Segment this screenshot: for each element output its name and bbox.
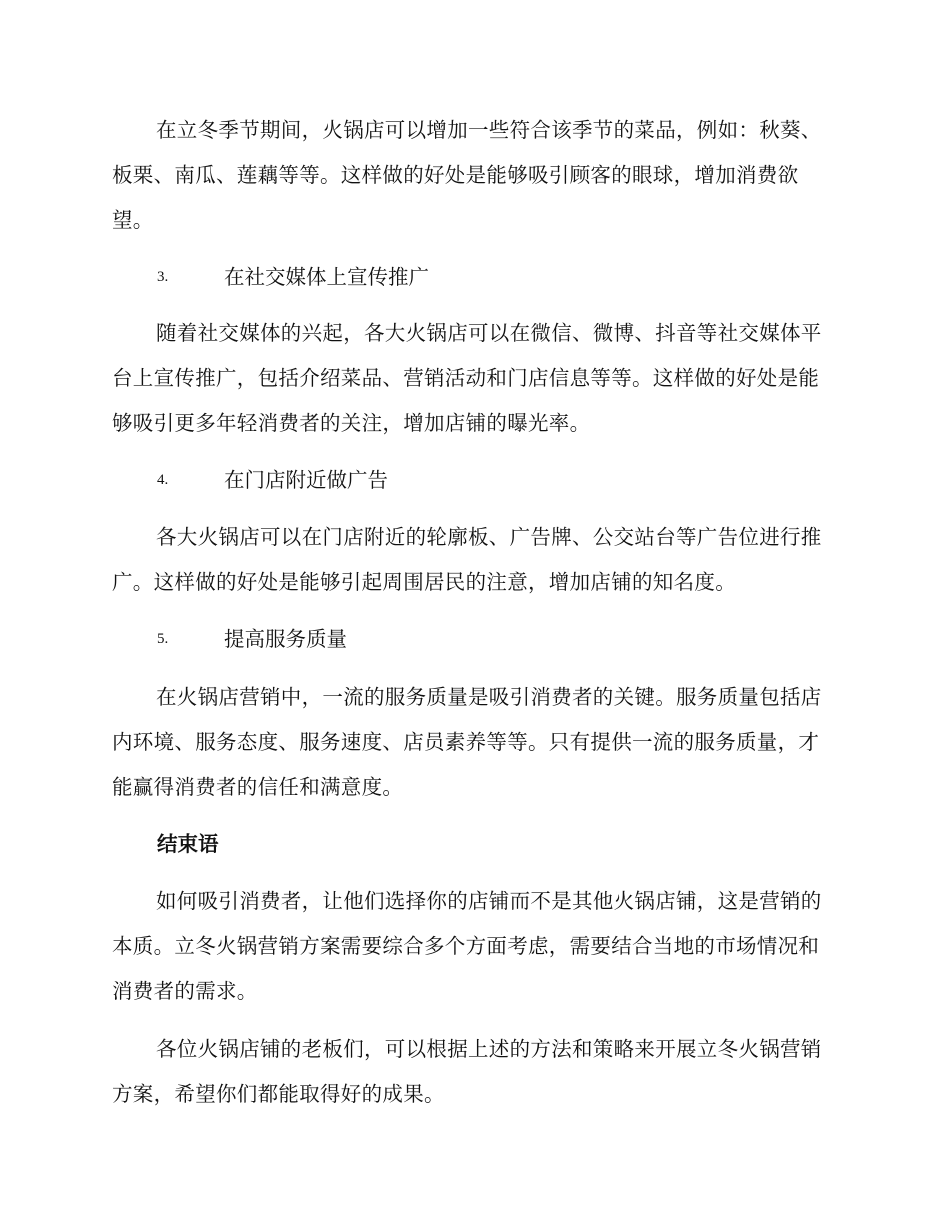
list-number: 4. <box>157 472 169 488</box>
paragraph-seasonal-dishes: 在立冬季节期间，火锅店可以增加一些符合该季节的菜品，例如：秋葵、板栗、南瓜、莲藕等等。这样做的好处是能够吸引顾客的眼球，增加消费欲望。 <box>112 118 822 232</box>
list-title: 在社交媒体上宣传推广 <box>224 265 429 289</box>
paragraph-conclusion-2: 各位火锅店铺的老板们，可以根据上述的方法和策略来开展立冬火锅营销方案，希望你们都能取得好的成果。 <box>112 1037 822 1106</box>
paragraph-social-media: 随着社交媒体的兴起，各大火锅店可以在微信、微博、抖音等社交媒体平台上宣传推广，包括介绍菜品、营销活动和门店信息等等。这样做的好处是能够吸引更多年轻消费者的关注，增加店铺的曝光率。 <box>112 321 822 435</box>
paragraph-local-ads: 各大火锅店可以在门店附近的轮廓板、广告牌、公交站台等广告位进行推广。这样做的好处是能够引起周围居民的注意，增加店铺的知名度。 <box>112 525 822 594</box>
list-title: 提高服务质量 <box>224 627 347 651</box>
list-title: 在门店附近做广告 <box>224 468 388 492</box>
paragraph-service-quality: 在火锅店营销中，一流的服务质量是吸引消费者的关键。服务质量包括店内环境、服务态度、服务速度、店员素养等等。只有提供一流的服务质量，才能赢得消费者的信任和满意度。 <box>112 685 822 799</box>
list-number: 3. <box>157 269 169 285</box>
paragraph-conclusion-1: 如何吸引消费者，让他们选择你的店铺而不是其他火锅店铺，这是营销的本质。立冬火锅营销方案需要综合多个方面考虑，需要结合当地的市场情况和消费者的需求。 <box>112 889 822 1003</box>
list-number: 5. <box>157 631 169 647</box>
conclusion-heading: 结束语 <box>157 832 219 856</box>
